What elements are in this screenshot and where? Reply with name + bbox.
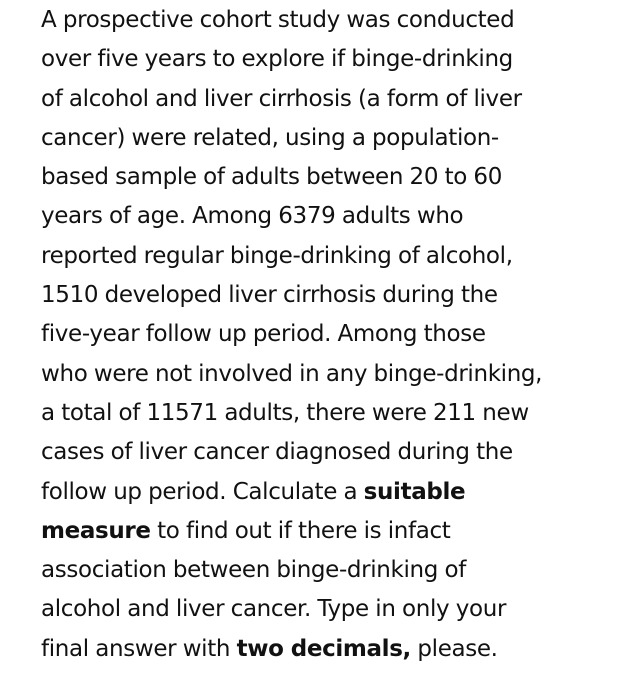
emphasis-text: measure — [41, 517, 151, 544]
text-line — [41, 237, 601, 276]
question-text — [41, 1, 601, 669]
text-segment: association between binge-drinking of — [41, 557, 466, 584]
text-segment: alcohol and liver cancer. Type in only your — [41, 596, 507, 623]
emphasis-text: suitable — [363, 478, 466, 505]
text-segment: final answer with — [41, 635, 237, 662]
text-segment: a total of 11571 adults, there were 211 new — [41, 399, 529, 426]
text-line — [41, 433, 601, 472]
text-segment: five-year follow up period. Among those — [41, 321, 486, 348]
text-line — [41, 197, 601, 236]
text-line — [41, 355, 601, 394]
text-segment: of alcohol and liver cirrhosis (a form of liver — [41, 85, 522, 112]
text-segment: A prospective cohort study was conducted — [41, 7, 515, 33]
text-segment: 1510 developed liver cirrhosis during the — [41, 282, 498, 309]
text-segment: cases of liver cancer diagnosed during the — [41, 439, 513, 466]
emphasis-text: two decimals, — [236, 635, 411, 662]
text-line — [41, 315, 601, 354]
text-line — [41, 80, 601, 119]
text-segment: follow up period. Calculate a — [41, 478, 364, 505]
text-line — [41, 551, 601, 590]
text-line — [41, 119, 601, 158]
text-segment: reported regular binge-drinking of alcohol, — [41, 242, 513, 269]
text-line — [41, 590, 601, 629]
text-line — [41, 1, 601, 40]
text-segment: cancer) were related, using a population- — [41, 124, 499, 151]
text-line — [41, 276, 601, 315]
text-segment: over five years to explore if binge-drinking — [41, 46, 513, 73]
text-line — [41, 473, 601, 512]
text-line — [41, 158, 601, 197]
text-segment: to find out if there is infact — [150, 517, 451, 544]
text-segment: who were not involved in any binge-drinking, — [41, 360, 543, 387]
text-line — [41, 40, 601, 79]
text-line — [41, 394, 601, 433]
text-segment: based sample of adults between 20 to 60 — [41, 164, 502, 191]
text-line — [41, 512, 601, 551]
text-segment: years of age. Among 6379 adults who — [41, 203, 464, 230]
text-line — [41, 630, 601, 669]
text-segment: please. — [410, 635, 498, 662]
